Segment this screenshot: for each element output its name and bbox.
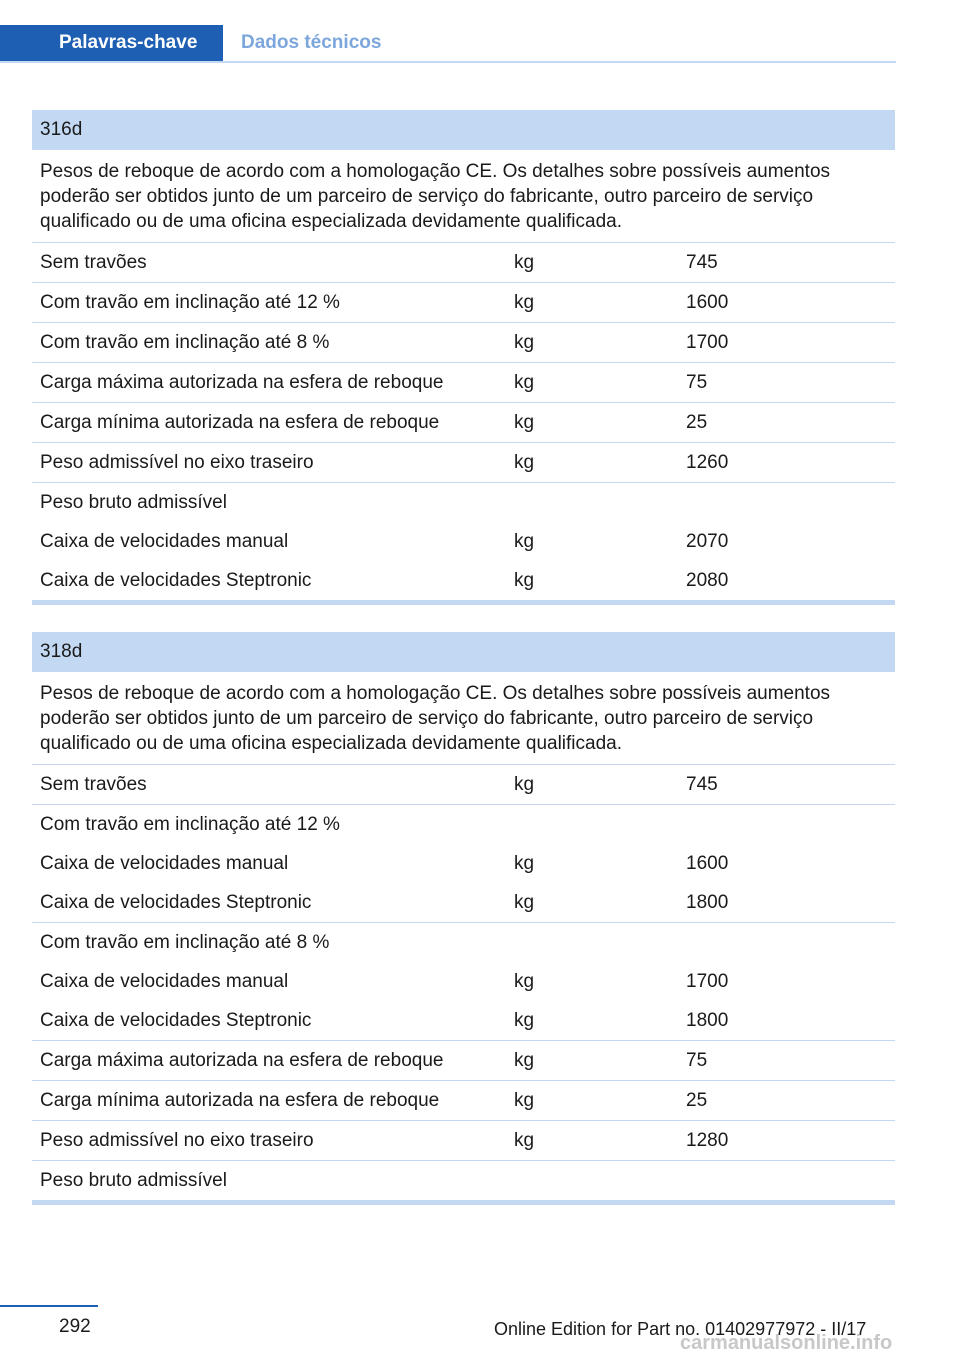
row-label: Com travão em inclinação até 12 % (40, 814, 340, 835)
page-header (0, 25, 896, 63)
table-row (32, 561, 895, 600)
edition-text: Online Edition for Part no. 01402977972 - II/17 (494, 1319, 867, 1339)
row-value: 25 (686, 1090, 708, 1111)
table-row (32, 323, 895, 363)
row-label: Caixa de velocidades manual (40, 531, 289, 552)
row-value: 2080 (686, 570, 729, 591)
row-unit: kg (514, 1130, 535, 1151)
table-row (32, 883, 895, 923)
row-label: Caixa de velocidades manual (40, 853, 289, 874)
table-row (32, 443, 895, 483)
row-label: Caixa de velocidades Steptronic (40, 570, 312, 591)
table-row (32, 1161, 895, 1200)
row-label: Com travão em inclinação até 12 % (40, 292, 340, 313)
table-row (32, 363, 895, 403)
row-value: 1700 (686, 332, 729, 353)
table-end-bar (32, 1200, 895, 1205)
row-unit: kg (514, 774, 535, 795)
row-value: 1700 (686, 971, 729, 992)
row-label: Sem travões (40, 774, 147, 795)
row-value: 1280 (686, 1130, 729, 1151)
footer-accent-line (0, 1305, 98, 1307)
table-row (32, 805, 895, 844)
table-title: 318d (32, 632, 895, 672)
row-label: Com travão em inclinação até 8 % (40, 932, 330, 953)
row-value: 1600 (686, 853, 729, 874)
row-label: Sem travões (40, 252, 147, 273)
row-value: 2070 (686, 531, 729, 552)
row-unit: kg (514, 1050, 535, 1071)
row-label: Peso bruto admissível (40, 1170, 227, 1191)
table-row (32, 243, 895, 283)
row-label: Com travão em inclinação até 8 % (40, 332, 330, 353)
table-316d (32, 110, 895, 605)
row-value: 1600 (686, 292, 729, 313)
row-unit: kg (514, 412, 535, 433)
row-unit: kg (514, 531, 535, 552)
row-value: 25 (686, 412, 708, 433)
table-title: 316d (32, 110, 895, 150)
row-unit: kg (514, 971, 535, 992)
row-label: Carga mínima autorizada na esfera de reboque (40, 412, 440, 433)
row-unit: kg (514, 452, 535, 473)
row-value: 1260 (686, 452, 729, 473)
table-row (32, 1121, 895, 1161)
tab-dados-tecnicos[interactable]: Dados técnicos (241, 32, 382, 53)
row-label: Peso admissível no eixo traseiro (40, 452, 314, 473)
row-value: 1800 (686, 1010, 729, 1031)
table-row (32, 483, 895, 522)
page-number: 292 (59, 1316, 91, 1337)
table-row (32, 844, 895, 883)
table-row (32, 283, 895, 323)
table-row (32, 522, 895, 561)
table-description: Pesos de reboque de acordo com a homologação CE. Os detalhes sobre possíveis aumentos poderão ser obtidos junto de um parceiro de serviço do fabricante, outro parceiro de serviço qualificado ou de uma oficina especializada devidamente qualificada. (32, 150, 895, 243)
row-value: 75 (686, 1050, 708, 1071)
row-unit: kg (514, 332, 535, 353)
row-value: 75 (686, 372, 708, 393)
row-unit: kg (514, 372, 535, 393)
row-unit: kg (514, 292, 535, 313)
row-value: 1800 (686, 892, 729, 913)
watermark: carmanualsonline.info (680, 1332, 893, 1354)
row-label: Caixa de velocidades Steptronic (40, 1010, 312, 1031)
table-row (32, 923, 895, 962)
table-318d (32, 632, 895, 1205)
table-row (32, 1081, 895, 1121)
row-label: Caixa de velocidades Steptronic (40, 892, 312, 913)
row-unit: kg (514, 570, 535, 591)
table-row (32, 403, 895, 443)
table-description: Pesos de reboque de acordo com a homologação CE. Os detalhes sobre possíveis aumentos poderão ser obtidos junto de um parceiro de serviço do fabricante, outro parceiro de serviço qualificado ou de uma oficina especializada devidamente qualificada. (32, 672, 895, 765)
row-unit: kg (514, 892, 535, 913)
row-label: Carga mínima autorizada na esfera de reboque (40, 1090, 440, 1111)
row-value: 745 (686, 252, 718, 273)
row-unit: kg (514, 252, 535, 273)
row-label: Peso admissível no eixo traseiro (40, 1130, 314, 1151)
row-label: Carga máxima autorizada na esfera de reboque (40, 1050, 444, 1071)
table-row (32, 765, 895, 805)
row-unit: kg (514, 1090, 535, 1111)
row-label: Carga máxima autorizada na esfera de reboque (40, 372, 444, 393)
row-value: 745 (686, 774, 718, 795)
row-unit: kg (514, 853, 535, 874)
table-row (32, 1001, 895, 1041)
table-row (32, 962, 895, 1001)
table-row (32, 1041, 895, 1081)
row-unit: kg (514, 1010, 535, 1031)
tab-palavras-chave[interactable]: Palavras-chave (0, 25, 223, 61)
row-label: Caixa de velocidades manual (40, 971, 289, 992)
row-label: Peso bruto admissível (40, 492, 227, 513)
table-end-bar (32, 600, 895, 605)
